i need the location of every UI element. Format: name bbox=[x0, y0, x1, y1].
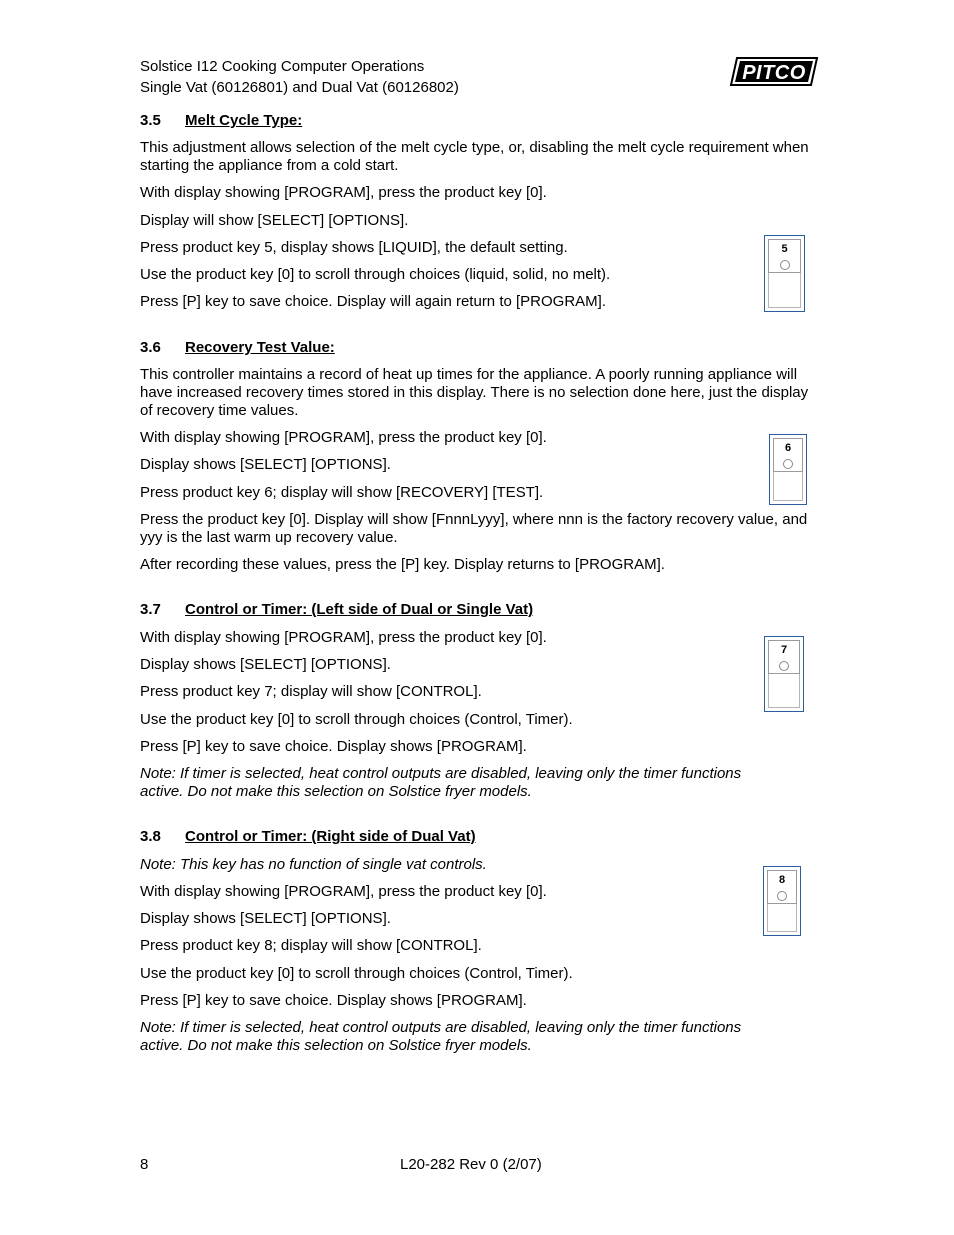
key-label: 8 bbox=[778, 874, 786, 886]
paragraph: Display shows [SELECT] [OPTIONS]. bbox=[140, 910, 391, 927]
key-label: 7 bbox=[780, 644, 788, 656]
product-key-6-diagram bbox=[769, 434, 807, 505]
paragraph: Press product key 7; display will show [CONTROL]. bbox=[140, 683, 482, 700]
section-number: 3.6 bbox=[140, 339, 161, 356]
paragraph: With display showing [PROGRAM], press the product key [0]. bbox=[140, 629, 547, 646]
pitco-logo bbox=[729, 56, 819, 87]
paragraph: With display showing [PROGRAM], press the product key [0]. bbox=[140, 883, 547, 900]
paragraph: Press [P] key to save choice. Display shows [PROGRAM]. bbox=[140, 992, 527, 1009]
header-title-line2: Single Vat (60126801) and Dual Vat (60126802) bbox=[140, 79, 459, 96]
note: Note: If timer is selected, heat control outputs are disabled, leaving only the timer functions active. Do not make this selection on Solstice fryer models. bbox=[140, 765, 742, 800]
key-base bbox=[768, 674, 800, 708]
key-face bbox=[768, 239, 801, 273]
page-number: 8 bbox=[140, 1156, 149, 1173]
key-face bbox=[773, 438, 803, 472]
paragraph: Display shows [SELECT] [OPTIONS]. bbox=[140, 656, 391, 673]
key-label: 6 bbox=[784, 442, 792, 454]
header-title-line1: Solstice I12 Cooking Computer Operations bbox=[140, 58, 425, 75]
paragraph: Press the product key [0]. Display will show [FnnnLyyy], where nnn is the factory recovery value, and yyy is the last warm up recovery value. bbox=[140, 511, 808, 546]
product-key-7-diagram bbox=[764, 636, 804, 712]
section-title: Recovery Test Value: bbox=[185, 339, 335, 356]
paragraph: This adjustment allows selection of the melt cycle type, or, disabling the melt cycle requirement when starting the appliance from a cold start. bbox=[140, 139, 809, 174]
section-title: Control or Timer: (Right side of Dual Vat) bbox=[185, 828, 476, 845]
note: Note: If timer is selected, heat control outputs are disabled, leaving only the timer functions active. Do not make this selection on Solstice fryer models. bbox=[140, 1019, 742, 1054]
document-reference: L20-282 Rev 0 (2/07) bbox=[400, 1156, 542, 1173]
product-key-5-diagram bbox=[764, 235, 805, 312]
section-number: 3.7 bbox=[140, 601, 161, 618]
paragraph: Use the product key [0] to scroll through choices (Control, Timer). bbox=[140, 711, 573, 728]
key-face bbox=[768, 640, 800, 674]
paragraph: This controller maintains a record of heat up times for the appliance. A poorly running appliance will have increased recovery times stored in this display. There is no selection done here, just the display of recovery time values. bbox=[140, 366, 809, 419]
section-number: 3.8 bbox=[140, 828, 161, 845]
paragraph: Press [P] key to save choice. Display will again return to [PROGRAM]. bbox=[140, 293, 607, 310]
paragraph: Use the product key [0] to scroll through choices (liquid, solid, no melt). bbox=[140, 266, 611, 283]
pitco-logo-graphic bbox=[729, 56, 819, 87]
section-3-5-heading bbox=[140, 112, 302, 130]
led-indicator-icon bbox=[780, 260, 790, 270]
key-base bbox=[767, 904, 797, 932]
led-indicator-icon bbox=[783, 459, 793, 469]
paragraph: Press product key 6; display will show [RECOVERY] [TEST]. bbox=[140, 484, 544, 501]
paragraph: Press [P] key to save choice. Display shows [PROGRAM]. bbox=[140, 738, 527, 755]
paragraph: With display showing [PROGRAM], press the product key [0]. bbox=[140, 184, 547, 201]
note: Note: This key has no function of single vat controls. bbox=[140, 856, 487, 873]
paragraph: After recording these values, press the [P] key. Display returns to [PROGRAM]. bbox=[140, 556, 665, 573]
product-key-8-diagram bbox=[763, 866, 801, 936]
key-base bbox=[768, 273, 801, 308]
section-3-8-heading bbox=[140, 828, 476, 846]
section-title: Melt Cycle Type: bbox=[185, 112, 303, 129]
paragraph: Press product key 8; display will show [CONTROL]. bbox=[140, 937, 482, 954]
paragraph: Use the product key [0] to scroll through choices (Control, Timer). bbox=[140, 965, 573, 982]
key-label: 5 bbox=[781, 243, 788, 255]
paragraph: Display will show [SELECT] [OPTIONS]. bbox=[140, 212, 409, 229]
section-title: Control or Timer: (Left side of Dual or Single Vat) bbox=[185, 601, 534, 618]
paragraph: Press product key 5, display shows [LIQUID], the default setting. bbox=[140, 239, 568, 256]
led-indicator-icon bbox=[777, 891, 787, 901]
paragraph: Display shows [SELECT] [OPTIONS]. bbox=[140, 456, 391, 473]
section-3-7-heading bbox=[140, 601, 533, 619]
logo-text: PITCO bbox=[742, 62, 806, 84]
led-indicator-icon bbox=[779, 661, 789, 671]
paragraph: With display showing [PROGRAM], press the product key [0]. bbox=[140, 429, 547, 446]
key-face bbox=[767, 870, 797, 904]
key-base bbox=[773, 472, 803, 501]
section-number: 3.5 bbox=[140, 112, 161, 129]
section-3-6-heading bbox=[140, 339, 335, 357]
